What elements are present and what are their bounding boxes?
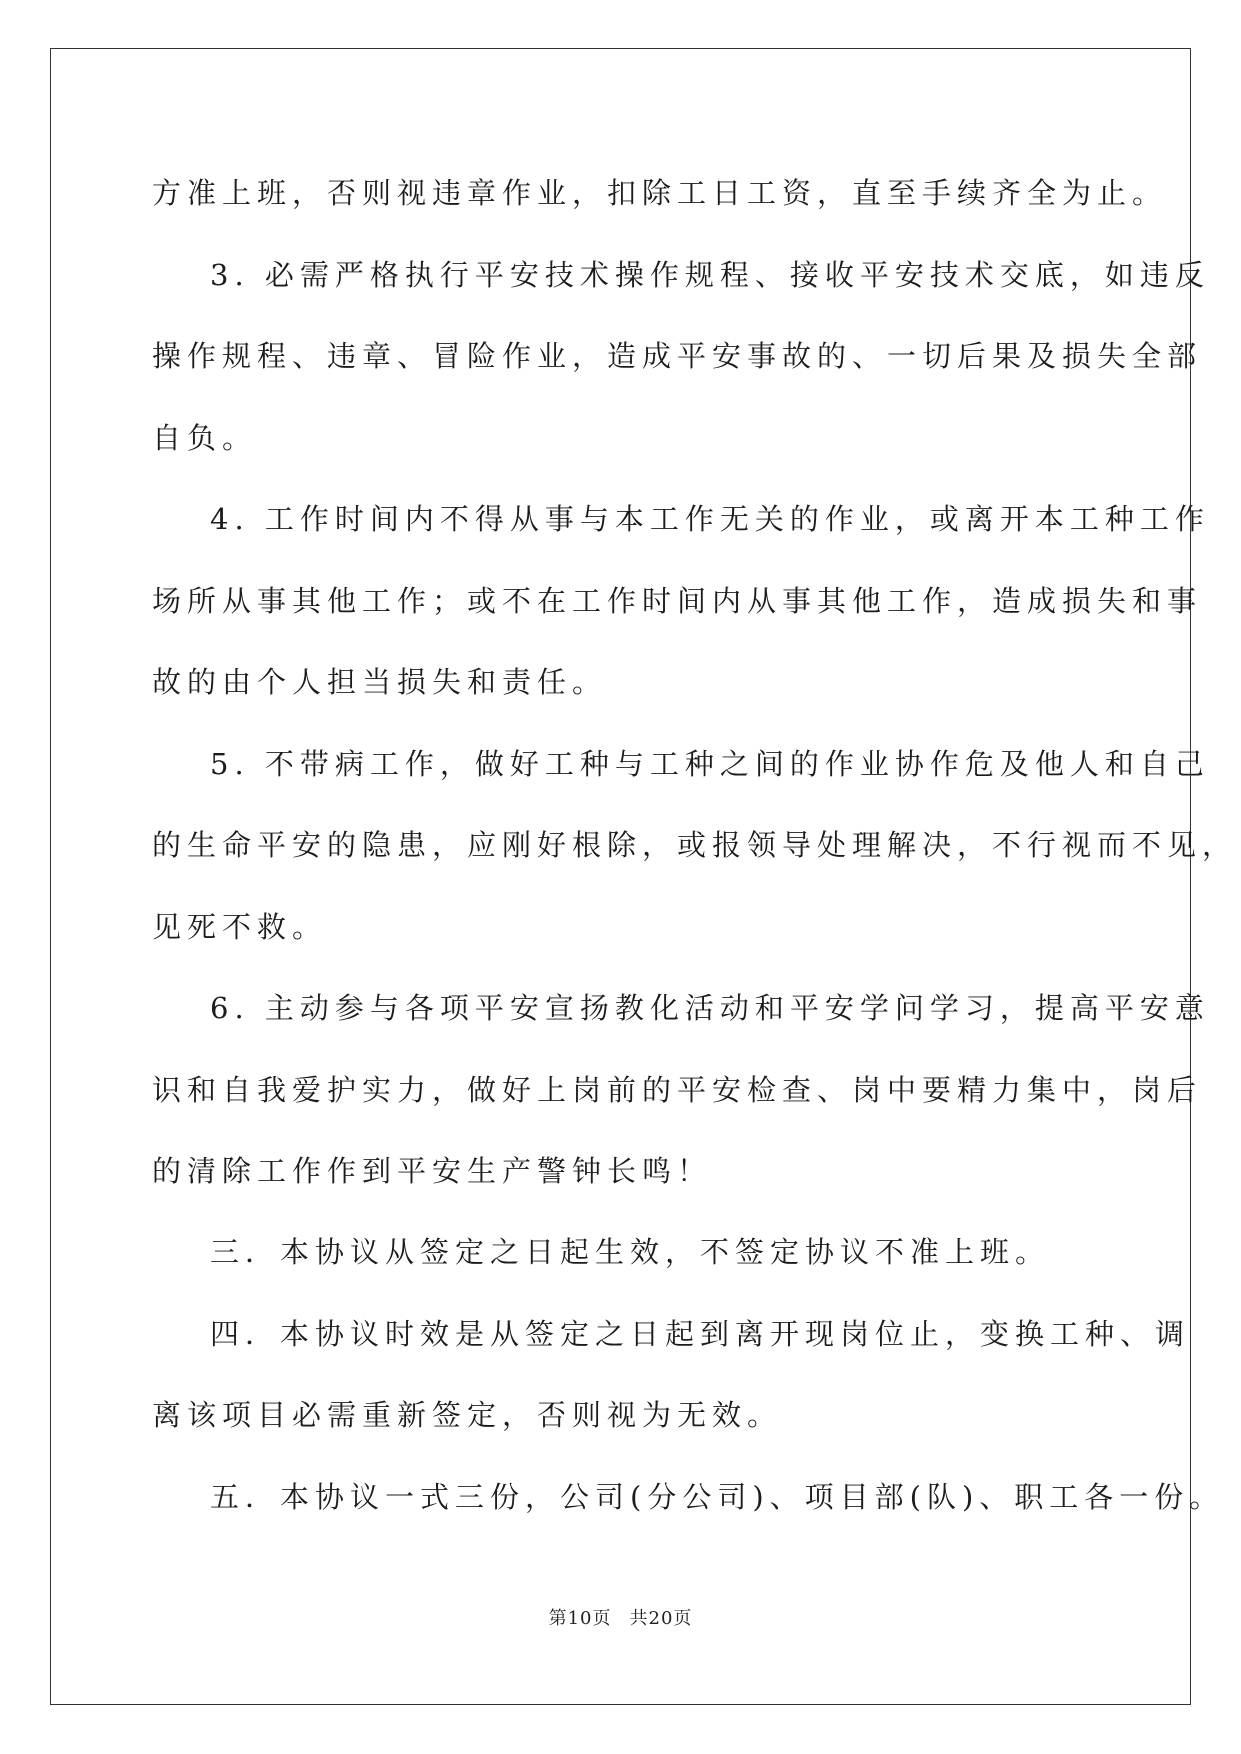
paragraph-4-line: 4. 工作时间内不得从事与本工作无关的作业，或离开本工种工作 [210,502,1210,536]
text-line: 识和自我爱护实力，做好上岗前的平安检查、岗中要精力集中，岗后 [152,1073,1203,1107]
text-line: 操作规程、违章、冒险作业，造成平安事故的、一切后果及损失全部 [152,339,1203,373]
page-border [50,48,1238,1705]
text-line: 见死不救。 [152,910,328,944]
text-line: 自负。 [152,421,258,455]
page-footer [0,1607,1241,1631]
paragraph-6-line: 6. 主动参与各项平安宣扬教化活动和平安学问学习，提高平安意 [210,991,1210,1025]
text-line: 方准上班，否则视违章作业，扣除工日工资，直至手续齐全为止。 [152,176,1168,210]
text-line: 的清除工作作到平安生产警钟长鸣！ [152,1154,713,1188]
section-5-line: 五．本协议一式三份，公司(分公司)、项目部(队)、职工各一份。 [210,1480,1225,1514]
text-line: 场所从事其他工作；或不在工作时间内从事其他工作，造成损失和事 [152,584,1203,618]
page-number: 第10页 [548,1608,612,1629]
section-3-line: 三．本协议从签定之日起生效，不签定协议不准上班。 [210,1235,1051,1269]
text-line: 离该项目必需重新签定，否则视为无效。 [152,1398,783,1432]
section-4-line: 四．本协议时效是从签定之日起到离开现岗位止，变换工种、调 [210,1317,1191,1351]
page-total: 共20页 [629,1608,693,1629]
paragraph-5-line: 5. 不带病工作，做好工种与工种之间的作业协作危及他人和自己 [210,747,1210,781]
paragraph-3-line: 3. 必需严格执行平安技术操作规程、接收平安技术交底，如违反 [210,258,1210,292]
text-line: 故的由个人担当损失和责任。 [152,665,608,699]
text-line: 的生命平安的隐患，应刚好根除，或报领导处理解决，不行视而不见， [152,828,1238,862]
